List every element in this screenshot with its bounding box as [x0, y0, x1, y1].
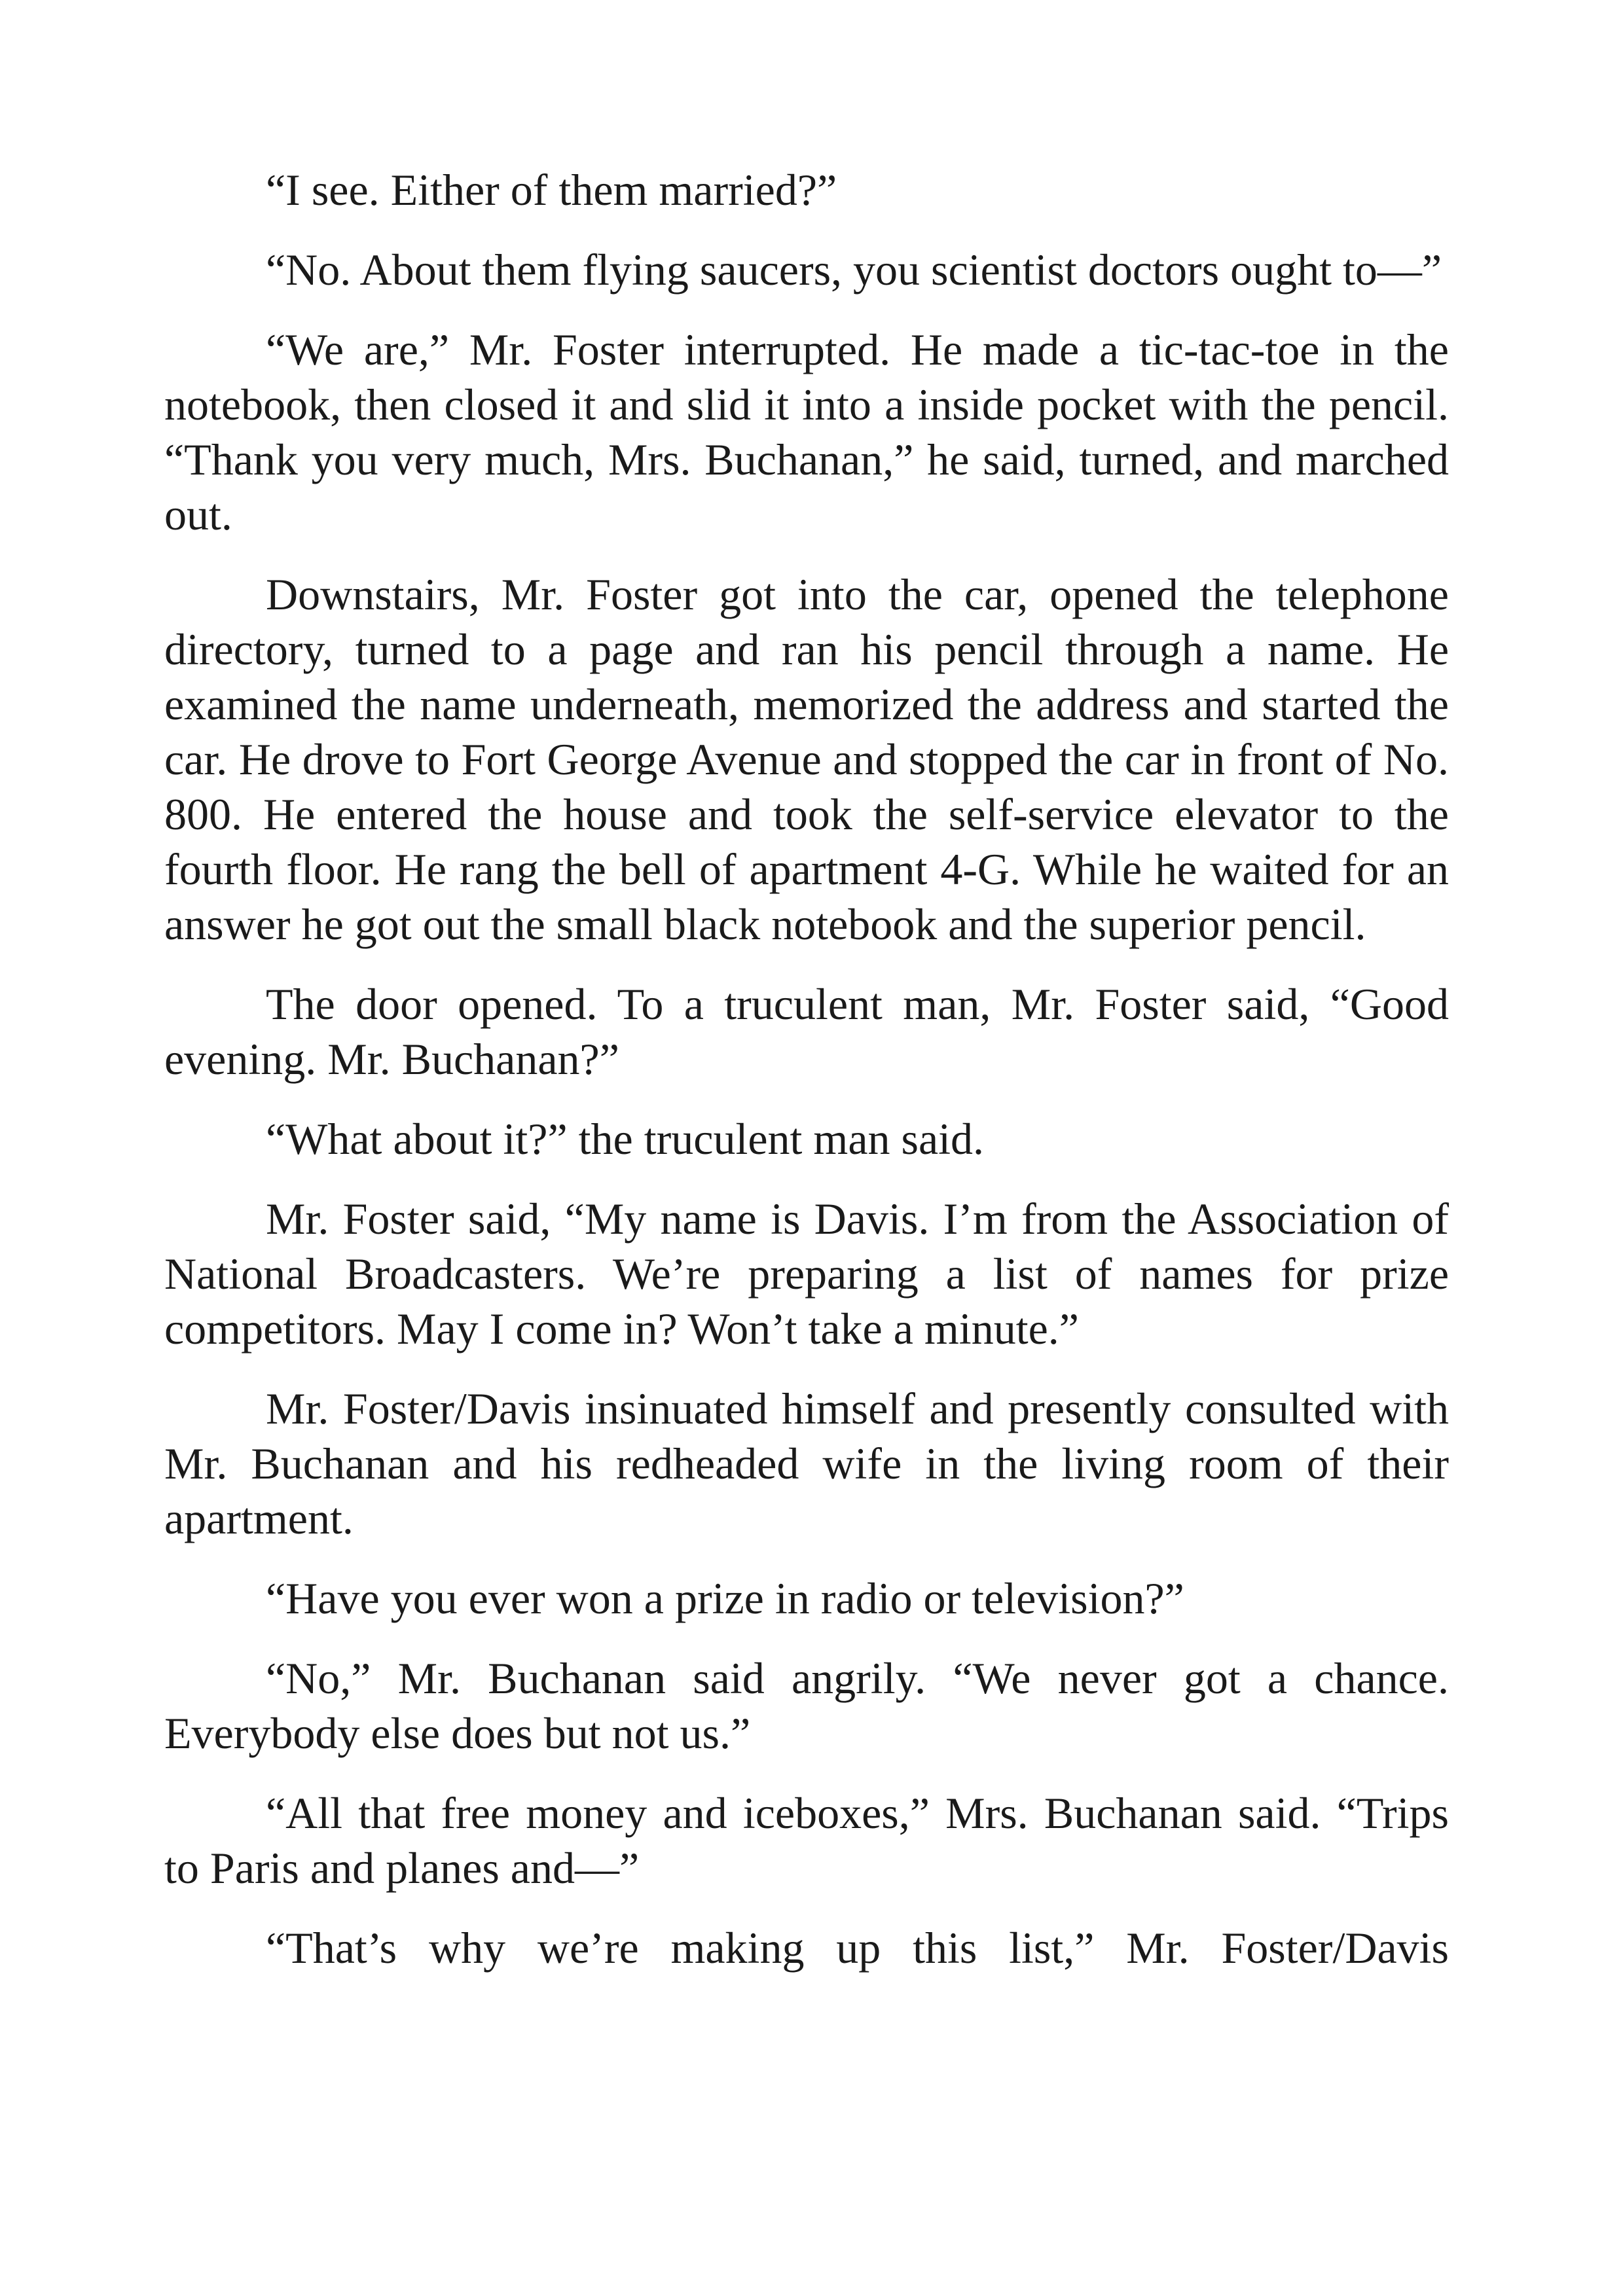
paragraph-5: The door opened. To a truculent man, Mr. Foster said, “Good evening. Mr. Buchanan?”	[164, 979, 1449, 1084]
paragraph-9: “Have you ever won a prize in radio or television?”	[266, 1573, 1184, 1623]
paragraph-3: “We are,” Mr. Foster interrupted. He made a tic-tac-toe in the notebook, then closed it and slid it into a inside pocket with the pencil. “Thank you very much, Mrs. Buchanan,” he said, turned, and marched out.	[164, 325, 1449, 539]
paragraph-1: “I see. Either of them married?”	[266, 165, 837, 215]
paragraph-10: “No,” Mr. Buchanan said angrily. “We never got a chance. Everybody else does but not us.”	[164, 1653, 1449, 1758]
paragraph-8: Mr. Foster/Davis insinuated himself and presently consulted with Mr. Buchanan and his redheaded wife in the living room of their apartment.	[164, 1384, 1449, 1543]
body-text	[164, 162, 1449, 2000]
paragraph-6: “What about it?” the truculent man said.	[266, 1114, 985, 1164]
paragraph-7: Mr. Foster said, “My name is Davis. I’m from the Association of National Broadcasters. We’re preparing a list of names for prize competitors. May I come in? Won’t take a minute.”	[164, 1194, 1449, 1354]
paragraph-11: “All that free money and iceboxes,” Mrs. Buchanan said. “Trips to Paris and planes and—”	[164, 1788, 1449, 1893]
paragraph-12: “That’s why we’re making up this list,” Mr. Foster/Davis	[266, 1923, 1449, 1973]
paragraph-2: “No. About them flying saucers, you scientist doctors ought to—”	[266, 245, 1442, 295]
paragraph-4: Downstairs, Mr. Foster got into the car, opened the telephone directory, turned to a page and ran his pencil through a name. He examined the name underneath, memorized the address and started the car. He drove to Fort George Avenue and stopped the car in front of No. 800. He entered the house and took the self-service elevator to the fourth floor. He rang the bell of apartment 4-G. While he waited for an answer he got out the small black notebook and the superior pencil.	[164, 569, 1449, 949]
